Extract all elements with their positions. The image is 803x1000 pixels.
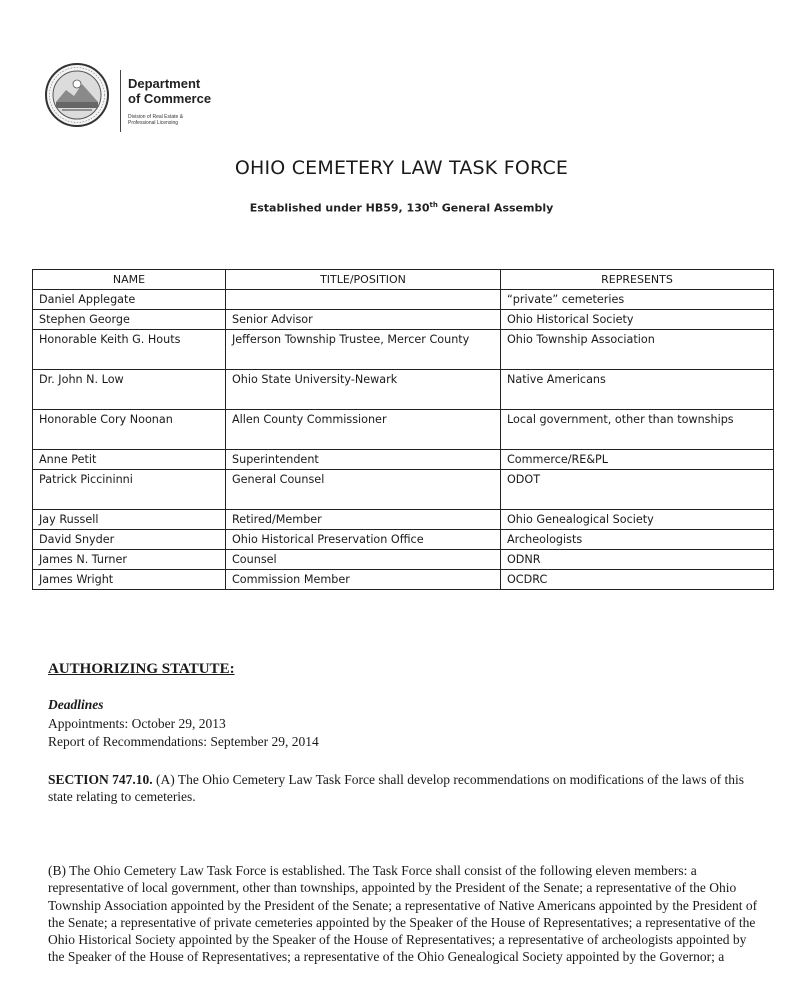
division-line-1: Division of Real Estate & xyxy=(128,114,184,120)
cell-title: Retired/Member xyxy=(226,510,501,530)
letterhead-divider xyxy=(120,70,121,132)
table-row xyxy=(33,290,774,310)
table-row xyxy=(33,410,774,450)
cell-represents: “private” cemeteries xyxy=(501,290,774,310)
cell-title: Superintendent xyxy=(226,450,501,470)
cell-name: Stephen George xyxy=(33,310,226,330)
report-deadline: Report of Recommendations: September 29, 2014 xyxy=(48,734,319,749)
table-header-row xyxy=(33,270,774,290)
cell-name: Patrick Piccininni xyxy=(33,470,226,510)
subtitle-superscript: th xyxy=(429,201,438,209)
cell-name: David Snyder xyxy=(33,530,226,550)
cell-represents: Local government, other than townships xyxy=(501,410,774,450)
cell-name: James Wright xyxy=(33,570,226,590)
cell-represents: Ohio Historical Society xyxy=(501,310,774,330)
ohio-state-seal-icon xyxy=(44,62,110,128)
table-row xyxy=(33,330,774,370)
department-line-1: Department xyxy=(128,76,201,91)
cell-title: Ohio Historical Preservation Office xyxy=(226,530,501,550)
cell-represents: ODNR xyxy=(501,550,774,570)
section-a-text: (A) The Ohio Cemetery Law Task Force shall develop recommendations on modifications of the laws of this state relating to cemeteries. xyxy=(48,772,744,804)
cell-represents: ODOT xyxy=(501,470,774,510)
header-represents: REPRESENTS xyxy=(501,270,774,290)
cell-title: Jefferson Township Trustee, Mercer County xyxy=(226,330,501,370)
cell-name: Daniel Applegate xyxy=(33,290,226,310)
cell-represents: OCDRC xyxy=(501,570,774,590)
cell-title: Senior Advisor xyxy=(226,310,501,330)
statute-heading: AUTHORIZING STATUTE: xyxy=(48,661,235,677)
document-subtitle xyxy=(0,201,803,215)
document-title: OHIO CEMETERY LAW TASK FORCE xyxy=(234,157,569,179)
cell-name: Anne Petit xyxy=(33,450,226,470)
section-label: SECTION 747.10. xyxy=(48,772,153,787)
division-name xyxy=(128,114,208,126)
subtitle-text-end: General Assembly xyxy=(437,201,554,215)
table-row xyxy=(33,570,774,590)
cell-title: Allen County Commissioner xyxy=(226,410,501,450)
cell-title: Commission Member xyxy=(226,570,501,590)
cell-represents: Ohio Genealogical Society xyxy=(501,510,774,530)
table-row xyxy=(33,530,774,550)
deadlines-label: Deadlines xyxy=(48,697,104,712)
section-a-paragraph xyxy=(48,771,760,805)
department-line-2: of Commerce xyxy=(128,91,212,106)
cell-name: James N. Turner xyxy=(33,550,226,570)
subtitle-text: Established under HB59, 130 xyxy=(249,201,430,215)
table-row xyxy=(33,450,774,470)
cell-title: Counsel xyxy=(226,550,501,570)
cell-represents: Native Americans xyxy=(501,370,774,410)
cell-title: Ohio State University-Newark xyxy=(226,370,501,410)
cell-represents: Ohio Township Association xyxy=(501,330,774,370)
cell-name: Jay Russell xyxy=(33,510,226,530)
table-row xyxy=(33,550,774,570)
cell-name: Honorable Cory Noonan xyxy=(33,410,226,450)
cell-represents: Commerce/RE&PL xyxy=(501,450,774,470)
division-line-2: Professional Licensing xyxy=(128,120,179,126)
cell-name: Dr. John N. Low xyxy=(33,370,226,410)
cell-name: Honorable Keith G. Houts xyxy=(33,330,226,370)
task-force-members-table xyxy=(32,269,774,590)
appointments-deadline: Appointments: October 29, 2013 xyxy=(48,716,226,731)
cell-title: General Counsel xyxy=(226,470,501,510)
cell-title xyxy=(226,290,501,310)
department-name xyxy=(128,76,211,106)
table-row xyxy=(33,370,774,410)
letterhead xyxy=(44,60,304,138)
table-row xyxy=(33,470,774,510)
cell-represents: Archeologists xyxy=(501,530,774,550)
header-name: NAME xyxy=(33,270,226,290)
table-row xyxy=(33,310,774,330)
header-title-position: TITLE/POSITION xyxy=(226,270,501,290)
section-b-paragraph: (B) The Ohio Cemetery Law Task Force is established. The Task Force shall consist of the following eleven members: a representative of local government, other than townships, appointed by the President of the Senate; a representative of the Ohio Township Association appointed by the President of the Senate; a representative of Native Americans appointed by the President of the Senate; a representative of private cemeteries appointed by the Speaker of the House of Representatives; a representative of the Ohio Historical Society appointed by the Speaker of the House of Representatives; a representative of archeologists appointed by the Speaker of the House of Representatives; a representative of the Ohio Genealogical Society appointed by the Governor; a xyxy=(48,863,758,965)
table-row xyxy=(33,510,774,530)
